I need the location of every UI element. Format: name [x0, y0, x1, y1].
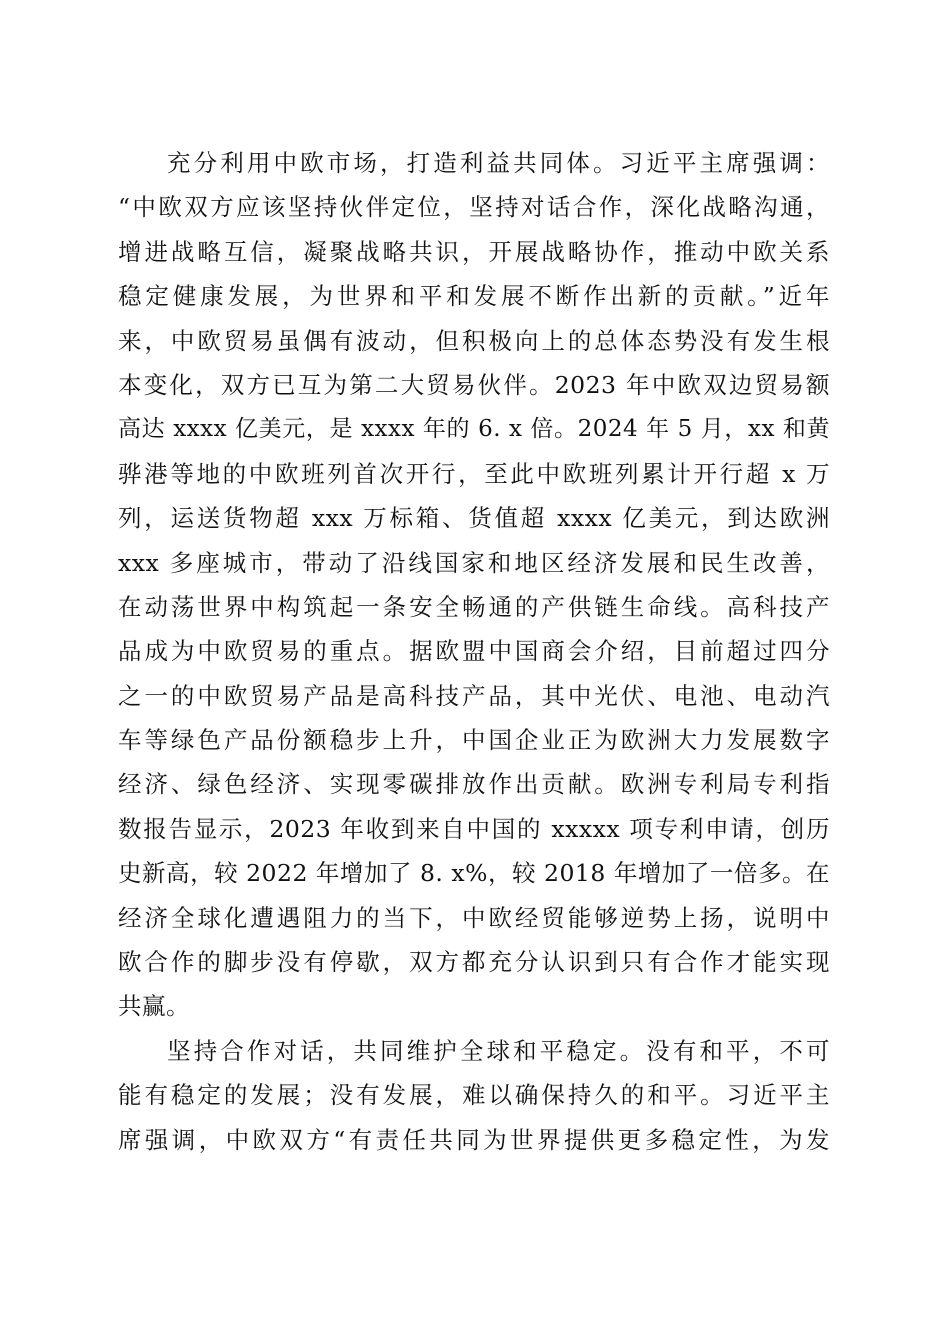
paragraph-line: 高达 xxxx 亿美元，是 xxxx 年的 6. x 倍。2024 年 5 月，xx 和黄	[118, 416, 830, 443]
paragraph-line: 品成为中欧贸易的重点。据欧盟中国商会介绍，目前超过四分	[118, 637, 830, 666]
paragraph-line: 数报告显示，2023 年收到来自中国的 xxxxx 项专利申请，创历	[118, 814, 830, 843]
paragraph-line: 席强调，中欧双方“有责任共同为世界提供更多稳定性，为发	[118, 1125, 830, 1154]
paragraph-line: 骅港等地的中欧班列首次开行，至此中欧班列累计开行超 x 万	[118, 459, 830, 488]
paragraph-line: 本变化，双方已互为第二大贸易伙伴。2023 年中欧双边贸易额	[118, 370, 830, 399]
paragraph-line: 欧合作的脚步没有停歇，双方都充分认识到只有合作才能实现	[118, 948, 830, 977]
paragraph-line: 能有稳定的发展；没有发展，难以确保持久的和平。习近平主	[118, 1081, 830, 1110]
document-body	[118, 141, 830, 1162]
paragraph-line: 列，运送货物超 xxx 万标箱、货值超 xxxx 亿美元，到达欧洲	[118, 504, 830, 533]
paragraph-line: xxx 多座城市，带动了沿线国家和地区经济发展和民生改善，	[118, 548, 830, 577]
paragraph-line: 之一的中欧贸易产品是高科技产品，其中光伏、电池、电动汽	[118, 681, 830, 710]
paragraph-line: 稳定健康发展，为世界和平和发展不断作出新的贡献。”近年	[118, 282, 830, 311]
paragraph-eu-market	[118, 141, 830, 1029]
paragraph-line: 经济全球化遭遇阻力的当下，中欧经贸能够逆势上扬，说明中	[118, 903, 830, 932]
paragraph-cooperation-dialogue	[118, 1029, 830, 1162]
paragraph-line: 增进战略互信，凝聚战略共识，开展战略协作，推动中欧关系	[118, 237, 830, 266]
paragraph-line: 经济、绿色经济、实现零碳排放作出贡献。欧洲专利局专利指	[118, 770, 830, 799]
paragraph-line: 史新高，较 2022 年增加了 8. x%，较 2018 年增加了一倍多。在	[118, 859, 830, 888]
paragraph-line: 共赢。	[118, 992, 190, 1021]
paragraph-line: 车等绿色产品份额稳步上升，中国企业正为欧洲大力发展数字	[118, 726, 830, 755]
paragraph-line: “中欧双方应该坚持伙伴定位，坚持对话合作，深化战略沟通，	[118, 193, 830, 222]
paragraph-line: 坚持合作对话，共同维护全球和平稳定。没有和平，不可	[167, 1036, 830, 1065]
paragraph-line: 来，中欧贸易虽偶有波动，但积极向上的总体态势没有发生根	[118, 326, 830, 355]
paragraph-line: 在动荡世界中构筑起一条安全畅通的产供链生命线。高科技产	[118, 592, 830, 621]
paragraph-line: 充分利用中欧市场，打造利益共同体。习近平主席强调：	[167, 149, 830, 177]
